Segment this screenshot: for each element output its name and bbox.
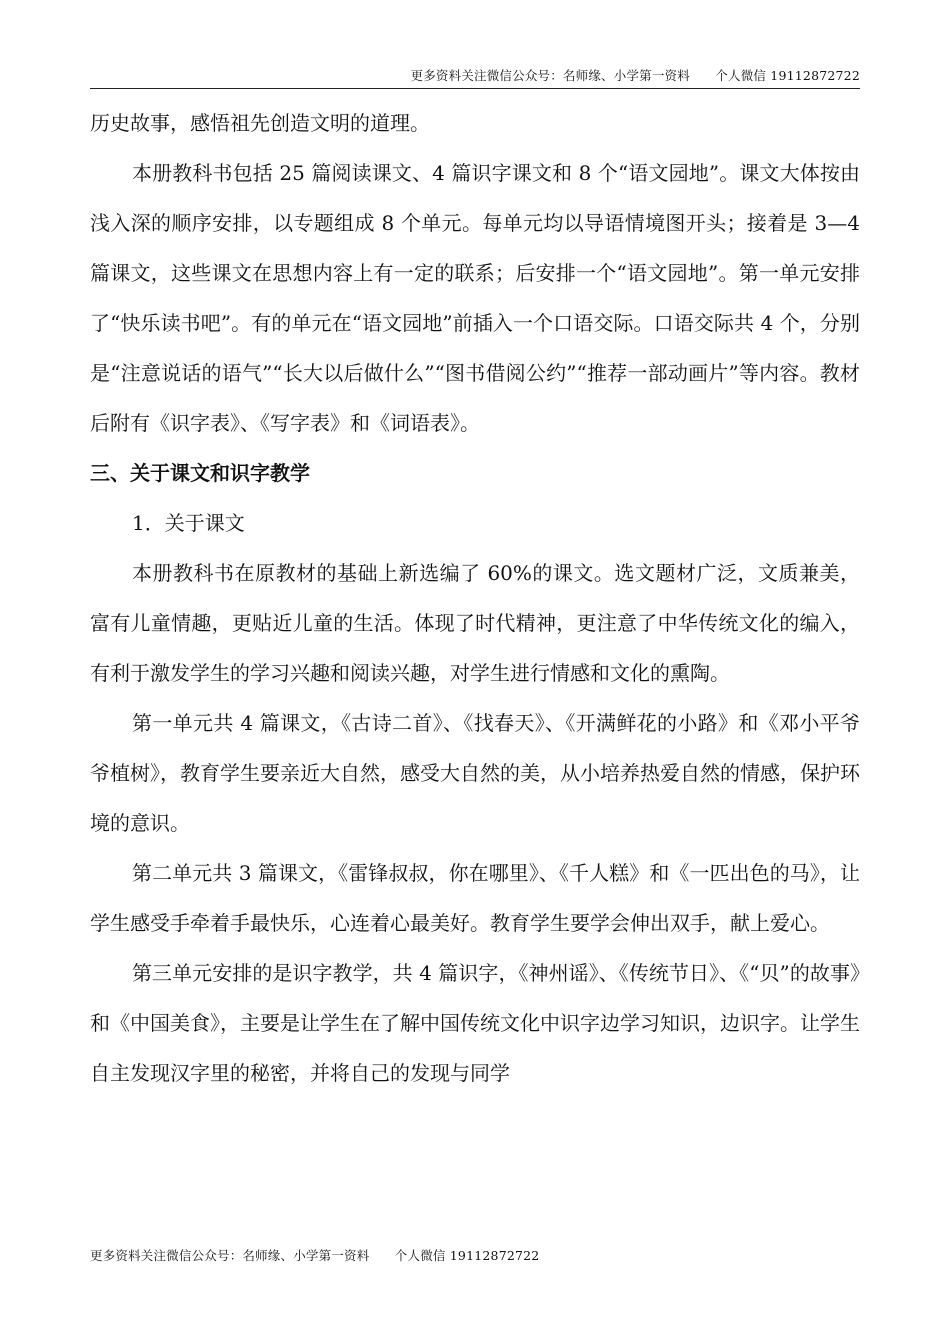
section-heading-3: 三、关于课文和识字教学 — [90, 461, 310, 485]
document-body — [90, 98, 860, 1098]
paragraph-unit-3: 第三单元安排的是识字教学，共 4 篇识字，《神州谣》、《传统节日》、《“贝”的故事》和《中国美食》，主要是让学生在了解中国传统文化中识字边学习知识，边识字。让学生自主发现汉字里的秘密，并将自己的发现与同学 — [90, 961, 860, 1085]
header-text: 更多资料关注微信公众号：名师缘、小学第一资料 个人微信 19112872722 — [410, 68, 860, 83]
subheading-about-texts: 1．关于课文 — [132, 511, 245, 535]
paragraph-unit-1: 第一单元共 4 篇课文，《古诗二首》、《找春天》、《开满鲜花的小路》和《邓小平爷爷植树》，教育学生要亲近大自然，感受大自然的美，从小培养热爱自然的情感，保护环境的意识。 — [90, 711, 860, 835]
paragraph-textbook-structure: 本册教科书包括 25 篇阅读课文、4 篇识字课文和 8 个“语文园地”。课文大体按由浅入深的顺序安排，以专题组成 8 个单元。每单元均以导语情境图开头；接着是 3—4 篇课文，这些课文在思想内容上有一定的联系；后安排一个“语文园地”。第一单元安排了“快乐读书吧”。有的单元在“语文园地”前插入一个口语交际。口语交际共 4 个，分别是“注意说话的语气”“长大以后做什么”“图书借阅公约”“推荐一部动画片”等内容。教材后附有《识字表》、《写字表》和《词语表》。 — [90, 161, 860, 435]
paragraph-new-texts: 本册教科书在原教材的基础上新选编了 60%的课文。选文题材广泛，文质兼美，富有儿童情趣，更贴近儿童的生活。体现了时代精神，更注意了中华传统文化的编入，有利于激发学生的学习兴趣和阅读兴趣，对学生进行情感和文化的熏陶。 — [90, 561, 860, 685]
page-header — [90, 64, 860, 89]
paragraph-unit-2: 第二单元共 3 篇课文，《雷锋叔叔，你在哪里》、《千人糕》和《一匹出色的马》，让学生感受手牵着手最快乐，心连着心最美好。教育学生要学会伸出双手，献上爱心。 — [90, 861, 860, 935]
page-footer: 更多资料关注微信公众号：名师缘、小学第一资料 个人微信 19112872722 — [90, 1248, 540, 1263]
paragraph-history: 历史故事，感悟祖先创造文明的道理。 — [90, 111, 430, 135]
